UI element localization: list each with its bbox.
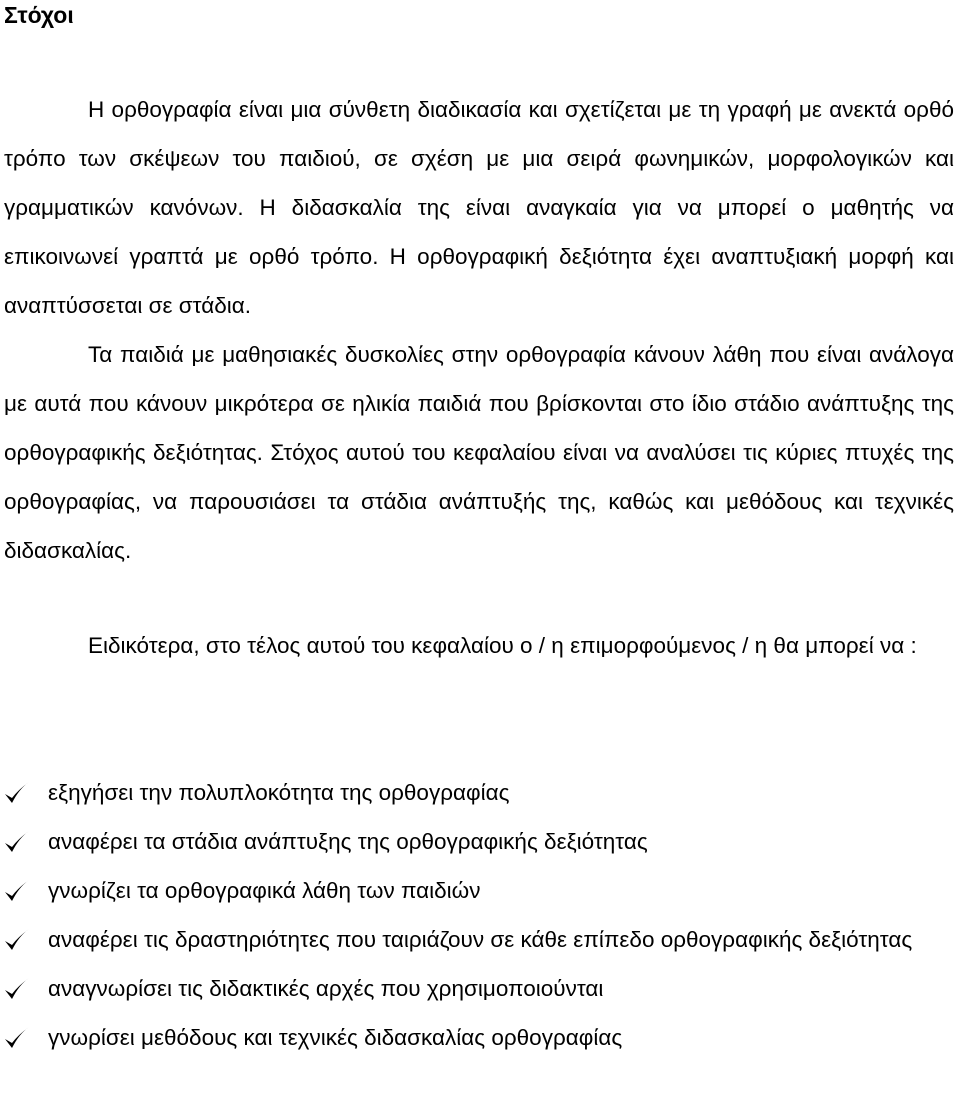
paragraph-intro <box>4 85 954 330</box>
objective-item <box>0 768 956 817</box>
checkmark-icon <box>4 879 30 903</box>
checkmark-icon <box>4 781 30 805</box>
objective-item <box>0 817 956 866</box>
objective-text: αναφέρει τα στάδια ανάπτυξης της ορθογραφικής δεξιότητας <box>48 829 648 854</box>
objective-item <box>0 1013 956 1062</box>
objective-item <box>0 964 956 1013</box>
paragraph-objectives-lead-text: Ειδικότερα, στο τέλος αυτού του κεφαλαίου ο / η επιμορφούμενος / η θα μπορεί να : <box>88 633 917 658</box>
paragraph-goal <box>4 330 954 575</box>
checkmark-icon <box>4 977 30 1001</box>
checkmark-icon <box>4 928 30 952</box>
checkmark-icon <box>4 830 30 854</box>
paragraph-intro-text: Η ορθογραφία είναι μια σύνθετη διαδικασία και σχετίζεται με τη γραφή με ανεκτά ορθό τρόπο των σκέψεων του παιδιού, σε σχέση με μια σειρά φωνημικών, μορφολογικών και γραμματικών κανόνων. Η διδασκαλία της είναι αναγκαία για να μπορεί ο μαθητής να επικοινωνεί γραπτά με ορθό τρόπο. Η ορθογραφική δεξιότητα έχει αναπτυξιακή μορφή και αναπτύσσεται σε στάδια. <box>4 97 954 318</box>
checkmark-icon <box>4 1026 30 1050</box>
objective-text: εξηγήσει την πολυπλοκότητα της ορθογραφίας <box>48 780 510 805</box>
section-title: Στόχοι <box>4 2 74 28</box>
objectives-list <box>0 768 960 1062</box>
objective-text: γνωρίζει τα ορθογραφικά λάθη των παιδιών <box>48 878 481 903</box>
objective-item <box>0 915 956 964</box>
objective-text: γνωρίσει μεθόδους και τεχνικές διδασκαλίας ορθογραφίας <box>48 1025 623 1050</box>
paragraph-objectives-lead <box>4 621 954 670</box>
objective-text: αναφέρει τις δραστηριότητες που ταιριάζουν σε κάθε επίπεδο ορθογραφικής δεξιότητας <box>48 927 913 952</box>
paragraph-goal-text: Τα παιδιά με μαθησιακές δυσκολίες στην ορθογραφία κάνουν λάθη που είναι ανάλογα με αυτά που κάνουν μικρότερα σε ηλικία παιδιά που βρίσκονται στο ίδιο στάδιο ανάπτυξης της ορθογραφικής δεξιότητας. Στόχος αυτού του κεφαλαίου είναι να αναλύσει τις κύριες πτυχές της ορθογραφίας, να παρουσιάσει τα στάδια ανάπτυξής της, καθώς και μεθόδους και τεχνικές διδασκαλίας. <box>4 342 954 563</box>
objective-text: αναγνωρίσει τις διδακτικές αρχές που χρησιμοποιούνται <box>48 976 604 1001</box>
objective-item <box>0 866 956 915</box>
